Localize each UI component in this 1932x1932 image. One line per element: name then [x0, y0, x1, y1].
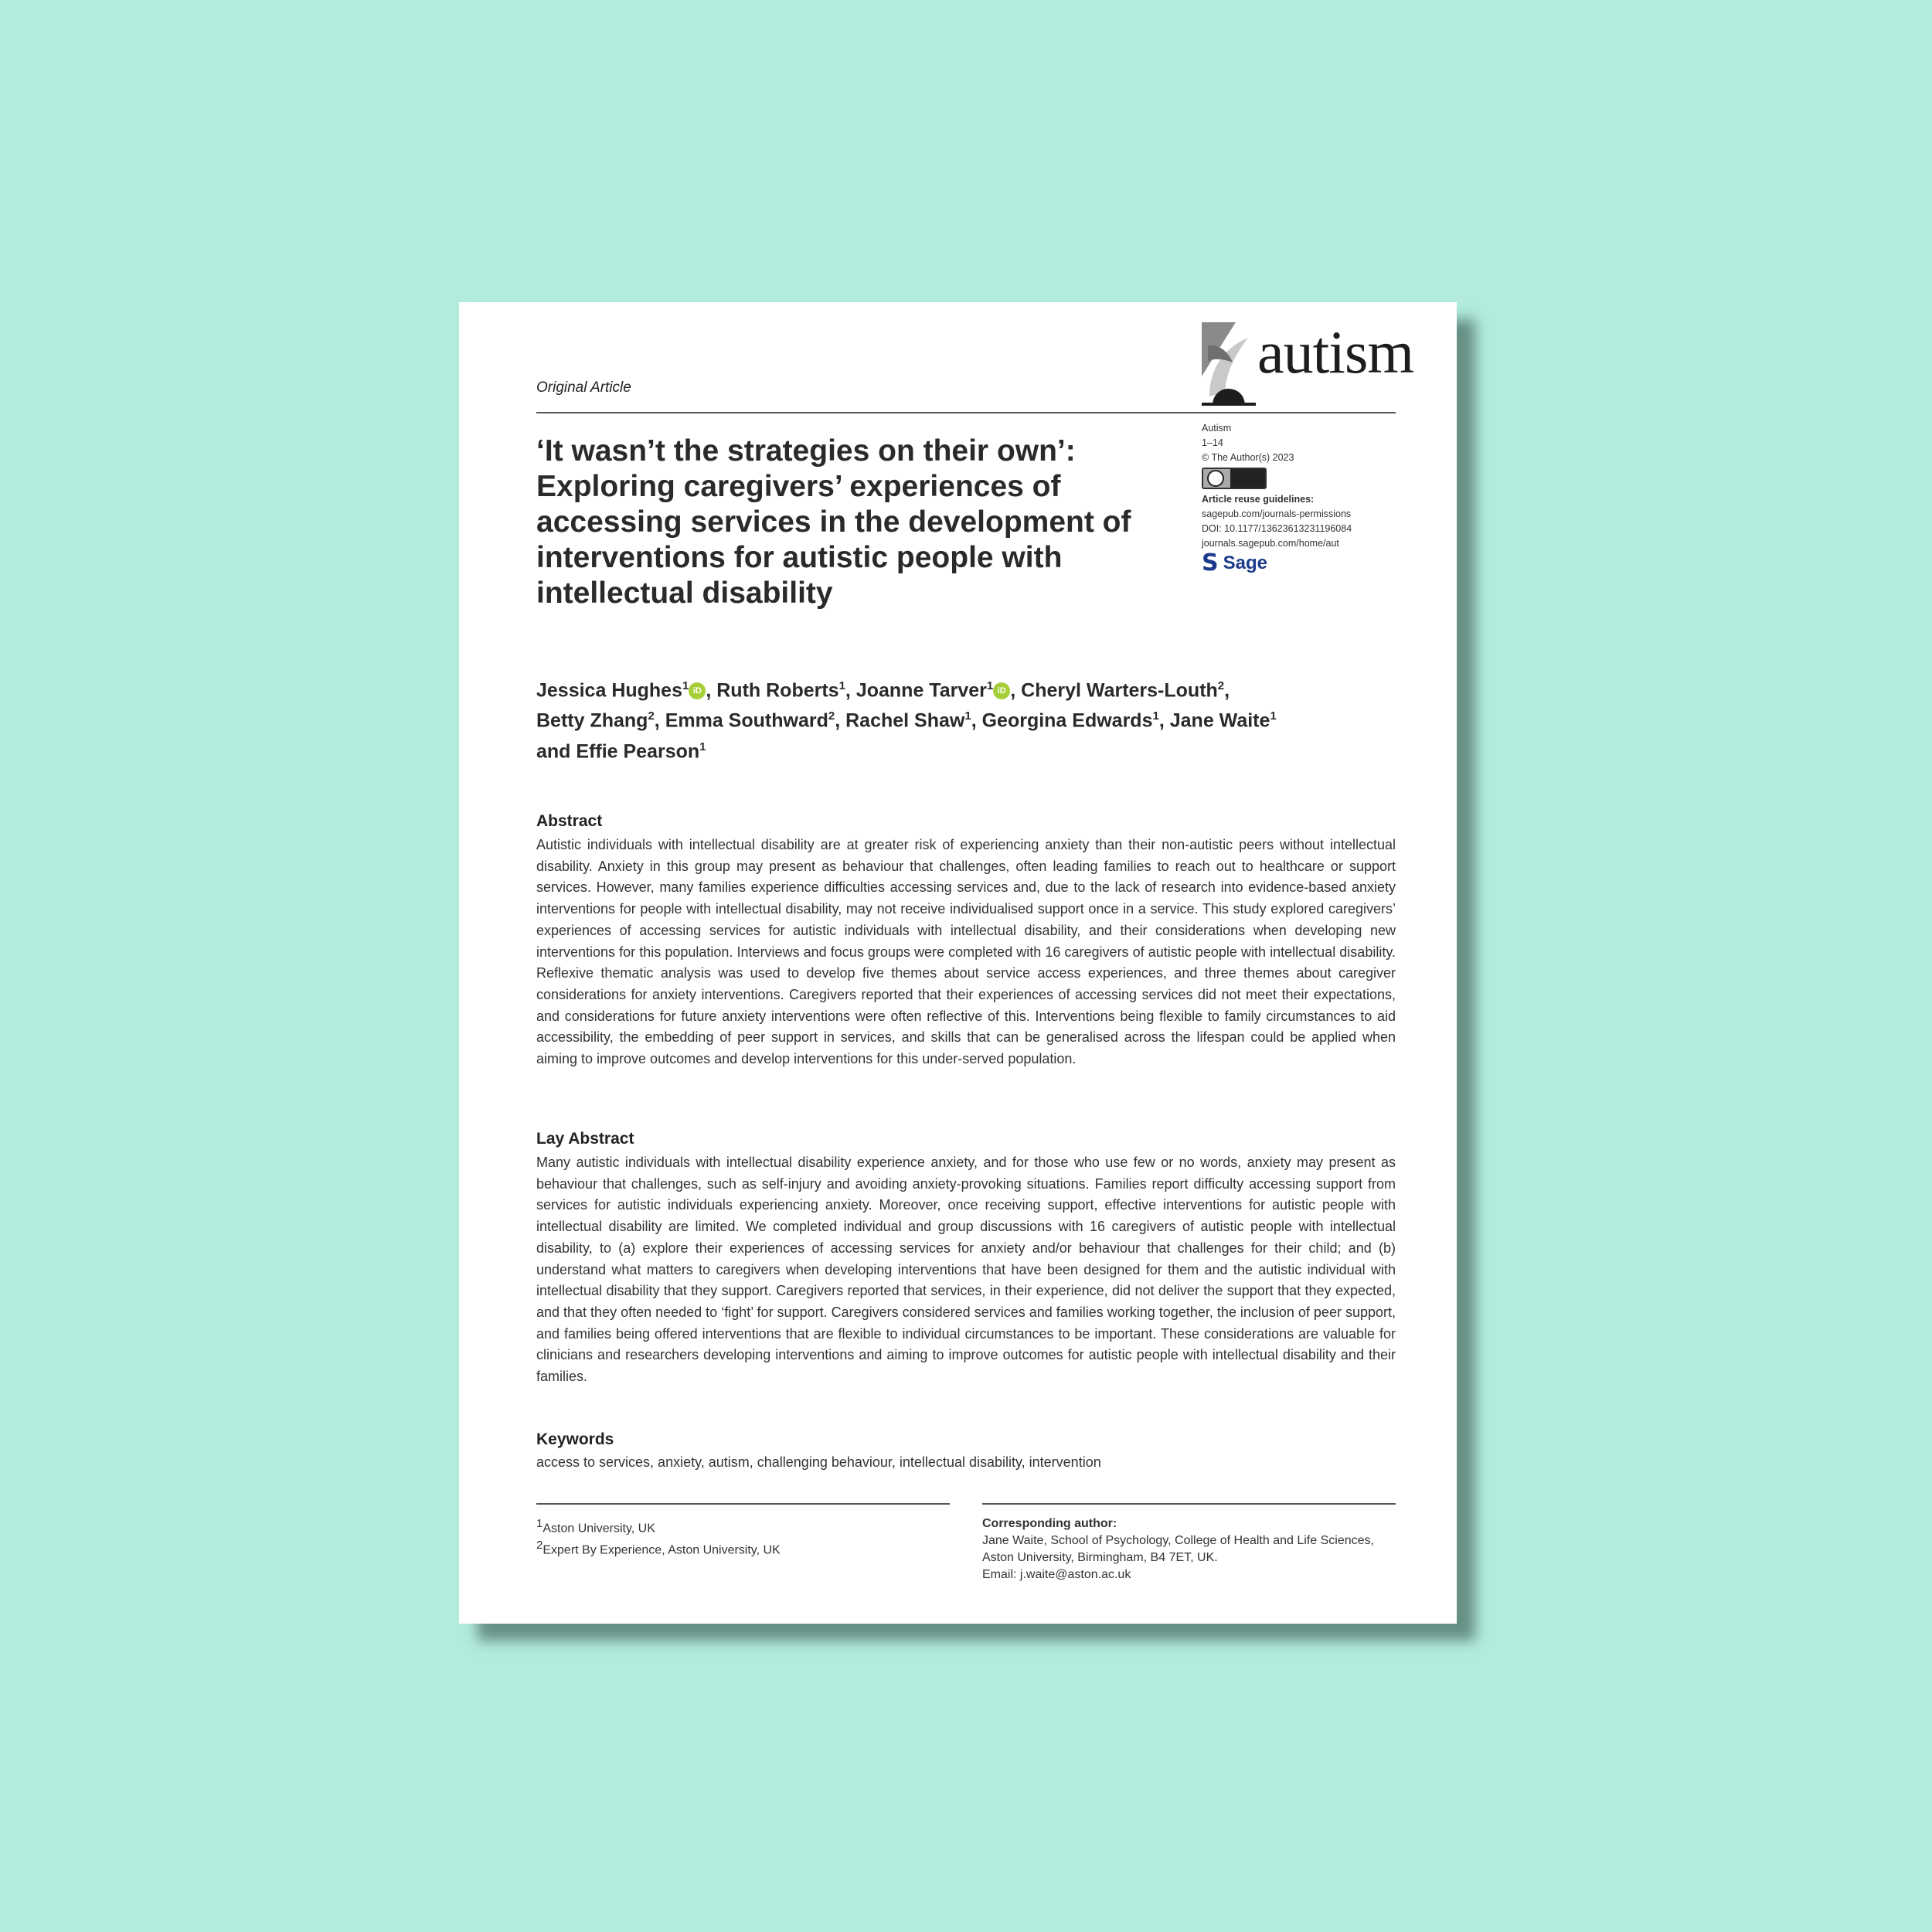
meta-pages: 1–14 [1202, 437, 1223, 448]
meta-reuse-label: Article reuse guidelines: [1202, 494, 1315, 505]
affiliation-1-num: 1 [536, 1517, 543, 1530]
author-separator: , [845, 679, 856, 702]
author-separator: , [971, 709, 982, 732]
affiliations [536, 1515, 938, 1560]
journal-logo-mark-icon [1202, 322, 1256, 406]
author-6-affiliation: 2 [828, 709, 835, 723]
author-list [536, 673, 1396, 764]
corresponding-line-2: Aston University, Birmingham, B4 7ET, UK. [982, 1551, 1218, 1564]
meta-home-url[interactable]: journals.sagepub.com/home/aut [1202, 538, 1339, 549]
affiliation-1-text: Aston University, UK [543, 1522, 655, 1536]
keywords-text: access to services, anxiety, autism, challenging behaviour, intellectual disability, intervention [536, 1454, 1101, 1470]
author-7: Rachel Shaw [845, 709, 965, 732]
author-separator: , [1158, 709, 1170, 732]
author-3-affiliation: 1 [986, 679, 994, 692]
author-9: Jane Waite [1169, 709, 1270, 732]
footnote-divider-right [982, 1503, 1396, 1505]
header-divider [536, 412, 1396, 413]
journal-logo [1202, 318, 1413, 407]
author-7-affiliation: 1 [964, 709, 971, 723]
article-page [459, 302, 1457, 1624]
orcid-icon[interactable]: iD [689, 682, 706, 699]
corresponding-email[interactable]: Email: j.waite@aston.ac.uk [982, 1568, 1131, 1581]
author-8: Georgina Edwards [981, 709, 1153, 732]
author-separator: , [1010, 679, 1022, 702]
sage-s-icon: S [1202, 549, 1219, 577]
abstract-text: Autistic individuals with intellectual disability are at greater risk of experiencing anxiety than their non-autistic peers without intellectual disability. Anxiety in this group may present as behaviour that challenges, often leading families to reach out to healthcare or support services. However, many families experience difficulties accessing services and, due to the lack of research into evidence-based anxiety interventions for people with intellectual disability, may not receive individualised support once in a service. This study explored caregivers’ experiences of accessing services for autistic individuals with intellectual disability, and their considerations when developing new interventions for this population. Interviews and focus groups were completed with 16 caregivers of autistic people with intellectual disability. Reflexive thematic analysis was used to develop five themes about service access experiences, and three themes about caregiver considerations for anxiety interventions. Caregivers reported that their experiences of accessing services did not meet their expectations, and considerations for future anxiety interventions were often reflective of this. Interventions being flexible to family circumstances to aid accessibility, the embedding of peer support in services, and skills that can be generalised across the lifespan could be applied when aiming to improve outcomes and develop interventions for this under-served population. [536, 837, 1396, 1067]
keywords-heading: Keywords [536, 1430, 614, 1448]
meta-doi[interactable]: DOI: 10.1177/13623613231196084 [1202, 523, 1352, 534]
meta-copyright: © The Author(s) 2023 [1202, 452, 1294, 463]
author-3: Joanne Tarver [855, 679, 987, 702]
author-separator: , [835, 709, 846, 732]
author-1-affiliation: 1 [682, 679, 689, 692]
author-separator: , [1224, 679, 1230, 702]
orcid-icon[interactable]: iD [993, 682, 1010, 699]
corresponding-line-1: Jane Waite, School of Psychology, College of Health and Life Sciences, [982, 1534, 1374, 1547]
author-6: Emma Southward [665, 709, 828, 732]
affiliation-1 [536, 1515, 938, 1537]
author-10: and Effie Pearson [536, 740, 700, 762]
author-8-affiliation: 1 [1152, 709, 1159, 723]
corresponding-author [982, 1515, 1396, 1583]
author-5-affiliation: 2 [648, 709, 655, 723]
cc-license-icon [1202, 468, 1267, 489]
author-separator: , [706, 679, 717, 702]
journal-logo-text: autism [1257, 318, 1413, 386]
affiliation-2 [536, 1537, 938, 1559]
author-2: Ruth Roberts [716, 679, 839, 702]
lay-abstract-heading: Lay Abstract [536, 1130, 634, 1148]
author-10-affiliation: 1 [699, 740, 706, 753]
meta-reuse-url[interactable]: sagepub.com/journals-permissions [1202, 509, 1352, 519]
meta-journal-name: Autism [1202, 423, 1232, 434]
abstract-heading: Abstract [536, 812, 603, 830]
footnote-divider-left [536, 1503, 950, 1505]
corresponding-heading: Corresponding author: [982, 1517, 1117, 1530]
affiliation-2-text: Expert By Experience, Aston University, UK [543, 1543, 781, 1557]
author-4: Cheryl Warters-Louth [1021, 679, 1218, 702]
author-1: Jessica Hughes [536, 679, 682, 702]
article-title: ‘It wasn’t the strategies on their own’: Exploring caregivers’ experiences of accessing services in the development of interventions for autistic people with intellectual disability [536, 434, 1131, 610]
author-9-affiliation: 1 [1270, 709, 1277, 723]
lay-abstract-text: Many autistic individuals with intellectual disability experience anxiety, and for those who use few or no words, anxiety may present as behaviour that challenges, such as self-injury and avoiding anxiety-provoking situations. Families report difficulty accessing support from services for autistic individuals experiencing anxiety. Moreover, once receiving support, effective interventions for autistic people with intellectual disability are limited. We completed individual and group discussions with 16 caregivers of autistic people with intellectual disability, to (a) explore their experiences of accessing services for anxiety and/or behaviour that challenges for their child; and (b) understand what matters to caregivers when developing interventions that have been designed for them and the autistic individual with intellectual disability that they support. Caregivers reported that services, in their experience, did not deliver the support that they expected, and that they often needed to ‘fight’ for support. Caregivers considered services and families working together, the inclusion of peer support, and families being offered interventions that are flexible to individual circumstances to be important. These considerations are valuable for clinicians and researchers developing interventions and aiming to improve outcomes for autistic people with intellectual disability and their families. [536, 1155, 1396, 1385]
publisher-logo [1202, 549, 1395, 577]
affiliation-2-num: 2 [536, 1539, 543, 1553]
author-5: Betty Zhang [536, 709, 648, 732]
publisher-name: Sage [1223, 553, 1267, 573]
author-2-affiliation: 1 [838, 679, 845, 692]
article-type: Original Article [536, 379, 631, 396]
journal-meta [1202, 421, 1395, 577]
author-separator: , [654, 709, 665, 732]
author-4-affiliation: 2 [1217, 679, 1225, 692]
